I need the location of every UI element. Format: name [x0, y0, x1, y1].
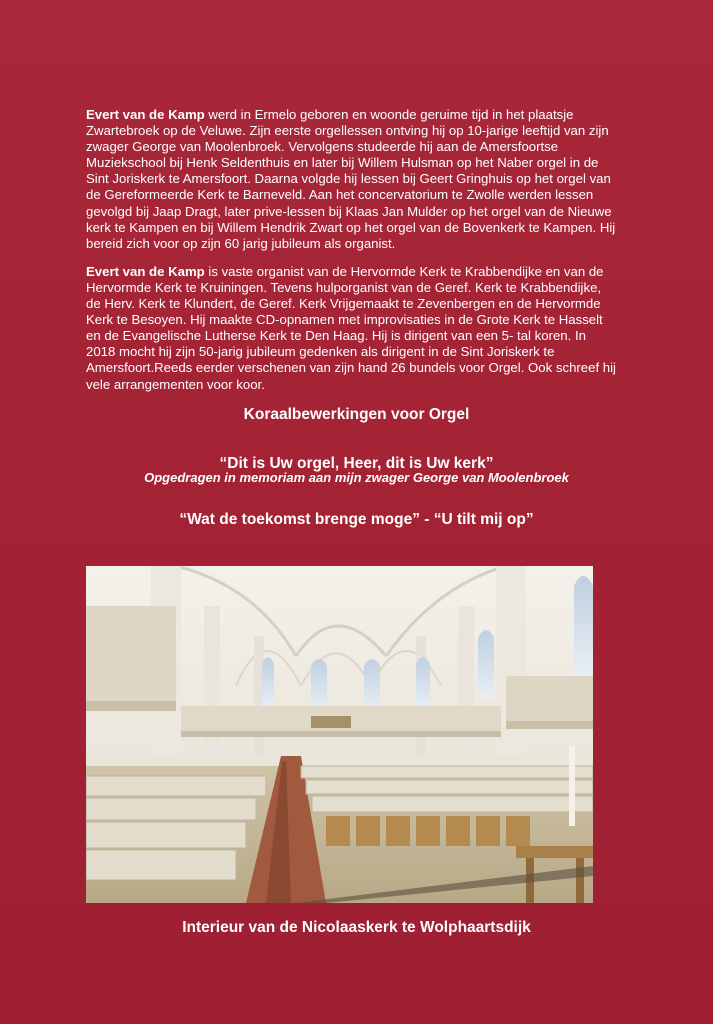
work-title-1: “Dit is Uw orgel, Heer, dit is Uw kerk”	[219, 455, 494, 472]
bio-name-2: Evert van de Kamp	[86, 263, 205, 279]
church-interior-photo	[86, 566, 593, 903]
work-title-2: “Wat de toekomst brenge moge” - “U tilt mij op”	[179, 511, 534, 528]
photo-caption: Interieur van de Nicolaaskerk te Wolphaartsdijk	[182, 919, 531, 936]
bio-text-1: werd in Ermelo geboren en woonde geruime tijd in het plaatsje Zwartebroek op de Veluwe. Zijn eerste orgellessen ontving hij op 10-jarige leeftijd van zijn zwager George van Moolenbroek. Vervolgens studeerde hij aan de Amersfoortse Muziekschool bij Henk Seldenthuis en later bij Willem Hulsman op het Naber orgel in de Sint Joriskerk te Amersfoort. Daarna volgde hij lessen bij Geert Gringhuis op het orgel van de Gereformeerde Kerk te Barneveld. Aan het concervatorium te Zwolle werden lessen gevolgd bij Jaap Dragt, later prive-lessen bij Klaas Jan Mulder op het orgel van de Nieuwe kerk te Kampen en bij Willem Hendrik Zwart op het orgel van de Bovenkerk te Kampen. Hij bereid zich voor op zijn 60 jarig jubileum als organist.	[86, 107, 616, 251]
bio-name-1: Evert van de Kamp	[86, 107, 205, 122]
biography	[86, 107, 618, 405]
bio-paragraph-1	[86, 107, 618, 252]
bio-text-2: is vaste organist van de Hervormde Kerk te Krabbendijke en van de Hervormde Kerk te Kruiningen. Tevens hulporganist van de Geref. Kerk te Krabbendijke, de Herv. Kerk te Klundert, de Geref. Kerk Vrijgemaakt te Zevenbergen en de Hervormde Kerk te Besoyen. Hij maakte CD-opnamen met improvisaties in de Grote Kerk te Hasselt en de Evangelische Lutherse Kerk te Den Haag. Hij is dirigent van een 5- tal koren. In 2018 mocht hij zijn 50-jarig jubileum gedenken als dirigent in de Sint Joriskerk te Amersfoort.Reeds eerder verschenen van zijn hand 26 bundels voor Orgel. Ook schreef hij vele arrangementen voor koor.	[86, 263, 616, 392]
dedication: Opgedragen in memoriam aan mijn zwager George van Moolenbroek	[144, 470, 569, 485]
bio-paragraph-2	[86, 264, 618, 393]
works-heading: Koraalbewerkingen voor Orgel	[243, 406, 470, 423]
